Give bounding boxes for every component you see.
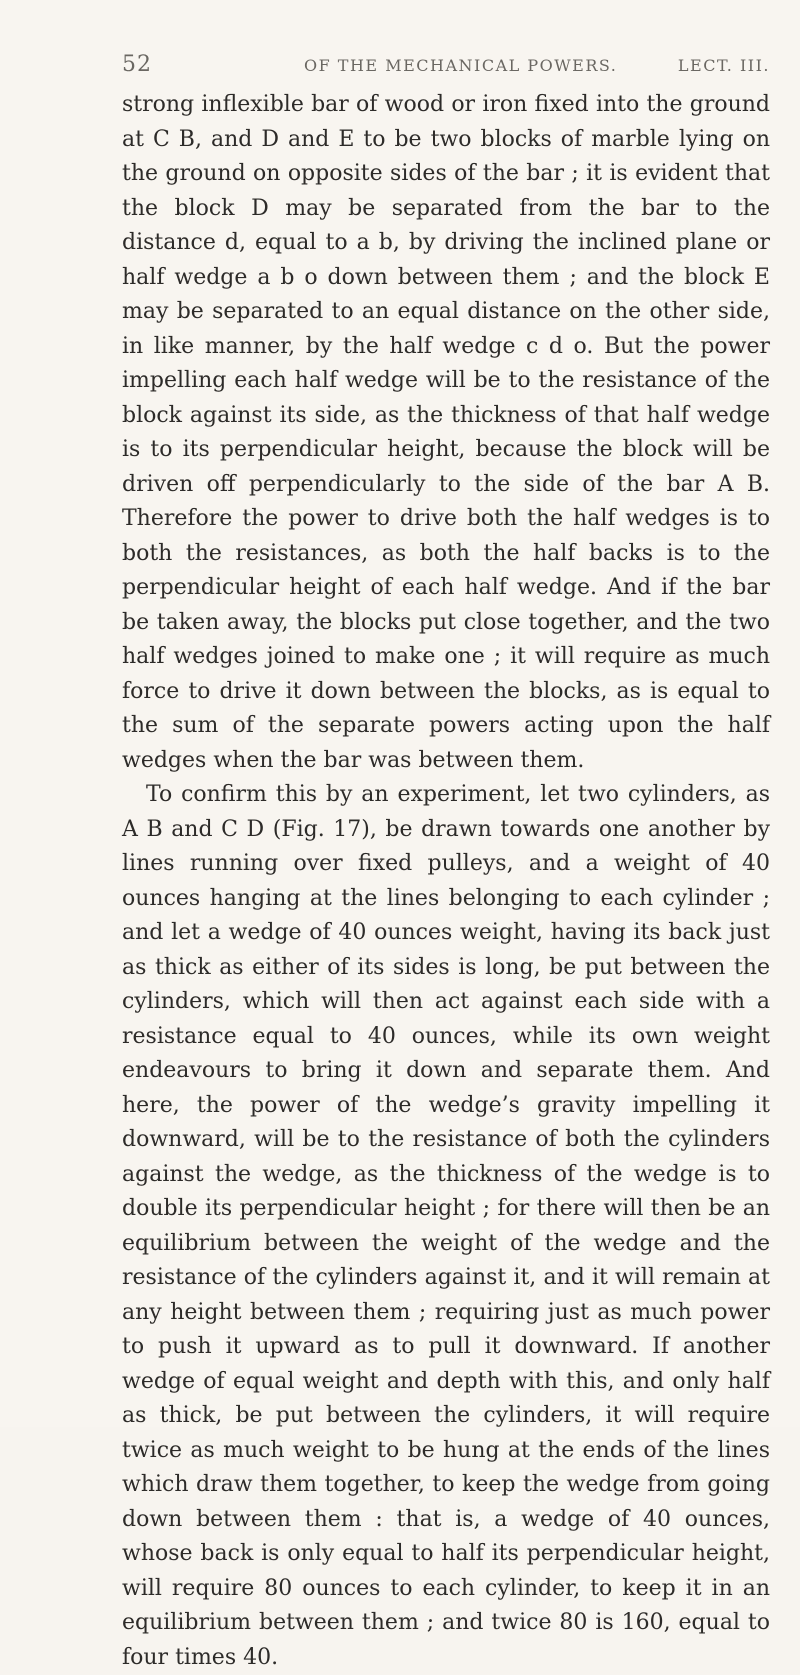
- paragraph-2: To confirm this by an experiment, let two cylinders, as A B and C D (Fig. 17), be drawn towards one another by lines running over fixed pulleys, and a weight of 40 ounces hanging at the lines belonging to each cylinder ; and let a wedge of 40 ounces weight, having its back just as thick as either of its sides is long, be put between the cylinders, which will then act against each side with a resistance equal to 40 ounces, while its own weight endeavours to bring it down and separate them. And here, the power of the wedge’s gravity impelling it downward, will be to the resistance of both the cylinders against the wedge, as the thickness of the wedge is to double its perpendicular height ; for there will then be an equilibrium between the weight of the wedge and the resistance of the cylinders against it, and it will remain at any height between them ; requiring just as much power to push it upward as to pull it downward. If another wedge of equal weight and depth with this, and only half as thick, be put between the cylinders, it will require twice as much weight to be hung at the ends of the lines which draw them together, to keep the wedge from going down between them : that is, a wedge of 40 ounces, whose back is only equal to half its perpendicular height, will require 80 ounces to each cylinder, to keep it in an equilibrium between them ; and twice 80 is 160, equal to four times 40.: [122, 782, 770, 1670]
- paragraph-1: strong inflexible bar of wood or iron fixed into the ground at C B, and D and E to be two blocks of marble lying on the ground on opposite sides of the bar ; it is evident that the block D may be separated from the bar to the distance d, equal to a b, by driving the inclined plane or half wedge a b o down between them ; and the block E may be separated to an equal distance on the other side, in like manner, by the half wedge c d o. But the power impelling each half wedge will be to the resistance of the block against its side, as the thickness of that half wedge is to its perpendicular height, because the block will be driven off perpendicularly to the side of the bar A B. Therefore the power to drive both the half wedges is to both the resistances, as both the half backs is to the perpendicular height of each half wedge. And if the bar be taken away, the blocks put close together, and the two half wedges joined to make one ; it will require as much force to drive it down between the blocks, as is equal to the sum of the separate powers acting upon the half wedges when the bar was between them.: [122, 92, 770, 773]
- page-number: 52: [122, 52, 152, 77]
- body-text: [122, 88, 770, 1675]
- lecture-label: LECT. III.: [677, 56, 770, 75]
- running-title: OF THE MECHANICAL POWERS.: [304, 56, 618, 75]
- running-head: [122, 52, 770, 84]
